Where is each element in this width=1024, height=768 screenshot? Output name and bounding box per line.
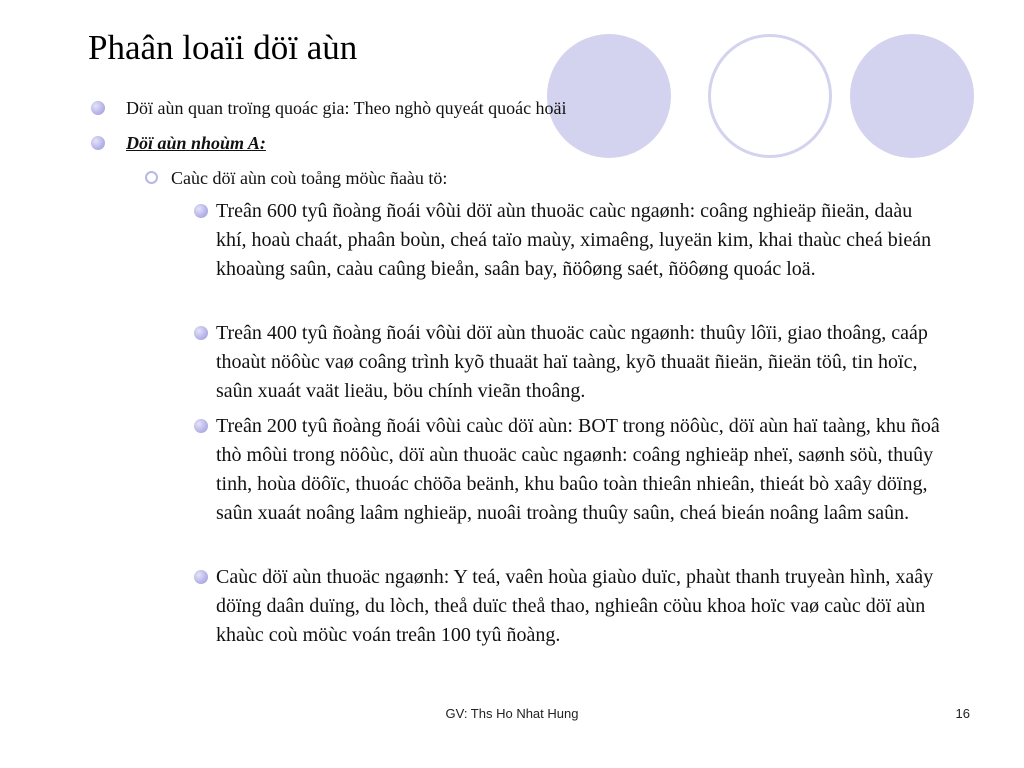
detail-bullet-text: Treân 600 tyû ñoàng ñoái vôùi döï aùn thuoäc caùc ngaønh: coâng nghieäp ñieän, daàu khí, hoaù chaát, phaân boùn, cheá taïo maùy, ximaêng, luyeän kim, khai thaùc cheá bieán khoaùng saûn, caàu caûng bieån, saân bay, ñöôøng saét, ñöôøng quoác loä. bbox=[216, 200, 932, 280]
bullet-circle-icon bbox=[194, 326, 208, 340]
footer-author: GV: Ths Ho Nhat Hung bbox=[445, 706, 579, 721]
bullet-text: Döï aùn quan troïng quoác gia: Theo nghò quyeát quoác hoäi bbox=[126, 98, 567, 118]
bullet-item bbox=[91, 96, 567, 120]
detail-bullet-item bbox=[194, 319, 940, 406]
decorative-circle-outline bbox=[708, 34, 832, 158]
bullet-item bbox=[91, 131, 266, 155]
hollow-bullet-icon bbox=[145, 171, 158, 184]
detail-bullet-item bbox=[194, 563, 940, 650]
detail-bullet-text: Treân 200 tyû ñoàng ñoái vôùi caùc döï aùn: BOT trong nöôùc, döï aùn haï taàng, khu ñoâ thò môùi trong nöôùc, döï aùn thuoäc caùc ngaønh: coâng nghieäp nheï, saønh söù, thuûy tinh, hoùa döôïc, thuoác chöõa beänh, khu baûo toàn thieân nhieân, thieát bò xaây döïng, saûn xuaát noâng laâm nghieäp, nuoâi troàng thuûy saûn, cheá bieán noâng laâm saûn. bbox=[216, 415, 940, 524]
bullet-circle-icon bbox=[194, 570, 208, 584]
sub-bullet-item bbox=[145, 166, 447, 190]
detail-bullet-text: Caùc döï aùn thuoäc ngaønh: Y teá, vaên hoùa giaùo duïc, phaùt thanh truyeàn hình, xaây döïng daân duïng, du lòch, theå duïc theå thao, nghieân cöùu khoa hoïc vaø caùc döï aùn khaùc coù möùc voán treân 100 tyû ñoàng. bbox=[216, 566, 934, 646]
bullet-text: Döï aùn nhoùm A: bbox=[126, 133, 266, 153]
bullet-circle-icon bbox=[91, 101, 105, 115]
slide-title: Phaân loaïi döï aùn bbox=[88, 28, 358, 67]
bullet-circle-icon bbox=[91, 136, 105, 150]
page-number: 16 bbox=[955, 706, 970, 721]
detail-bullet-item bbox=[194, 412, 940, 528]
sub-bullet-text: Caùc döï aùn coù toång möùc ñaàu tö: bbox=[171, 168, 448, 188]
detail-bullet-text: Treân 400 tyû ñoàng ñoái vôùi döï aùn thuoäc caùc ngaønh: thuûy lôïi, giao thoâng, caáp thoaùt nöôùc vaø coâng trình kyõ thuaät haï taàng, kyõ thuaät ñieän, ñieän töû, tin hoïc, saûn xuaát vaät lieäu, böu chính vieãn thoâng. bbox=[216, 322, 928, 402]
bullet-circle-icon bbox=[194, 204, 208, 218]
detail-bullet-item bbox=[194, 197, 940, 284]
bullet-circle-icon bbox=[194, 419, 208, 433]
decorative-circle-filled bbox=[850, 34, 974, 158]
